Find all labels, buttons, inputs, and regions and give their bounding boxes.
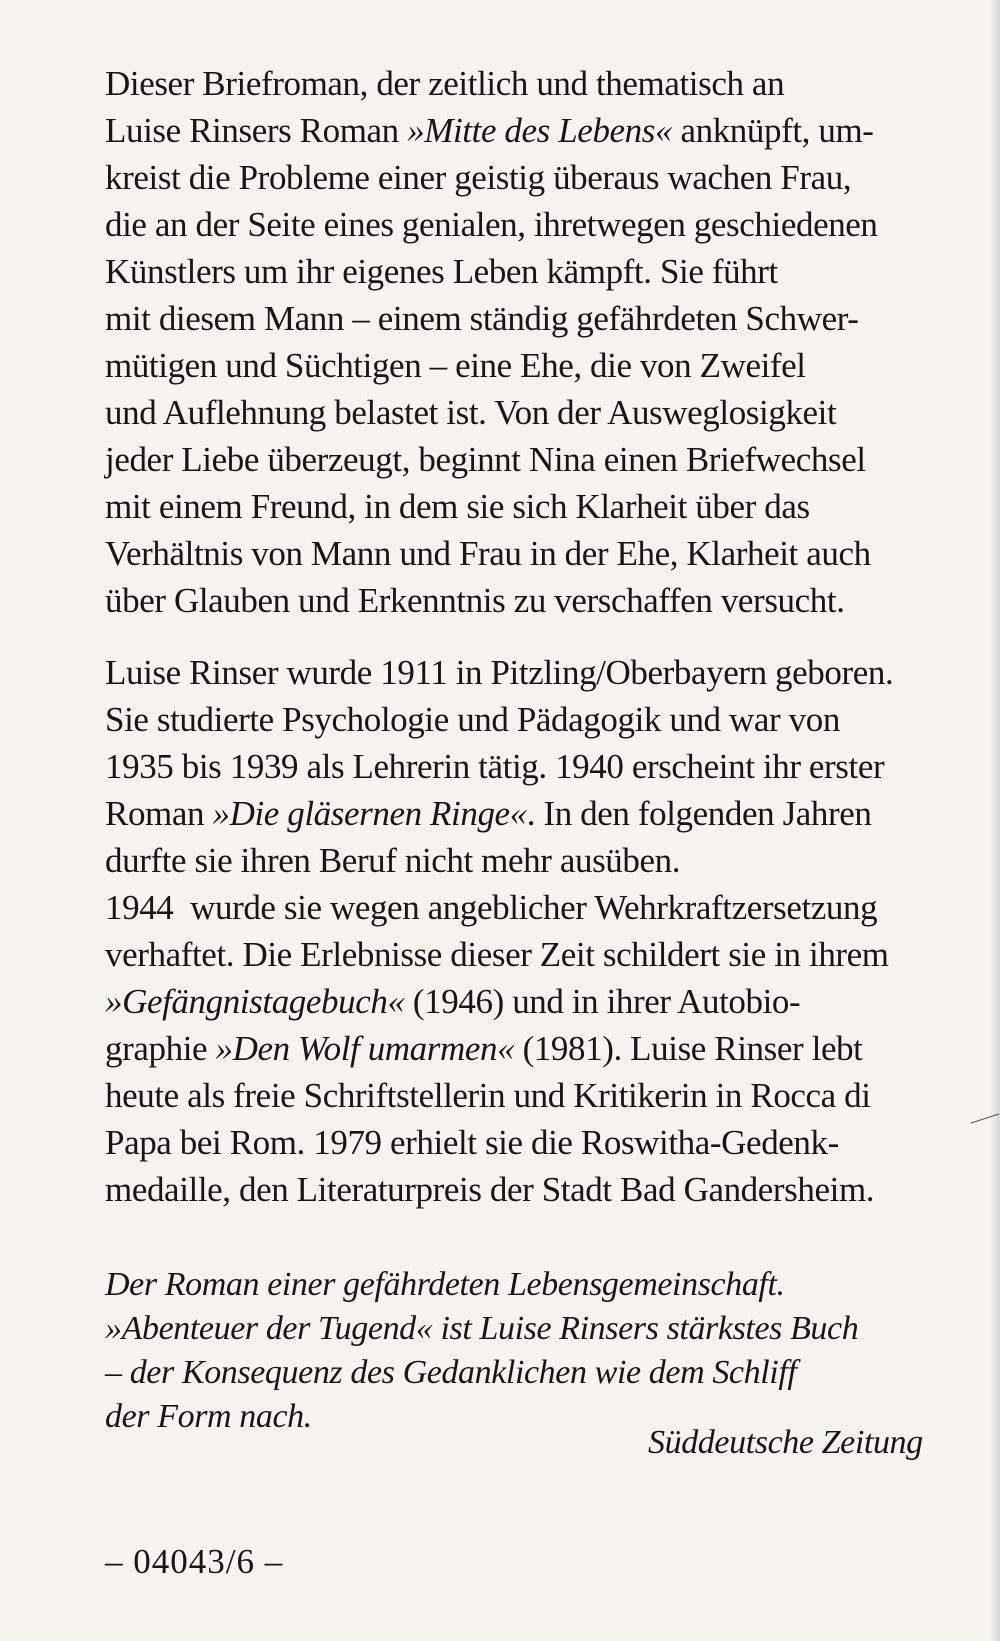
text-line: mit diesem Mann – einem ständig gefährdeten Schwer- bbox=[105, 299, 859, 338]
description-paragraph bbox=[105, 66, 985, 630]
text-line: Dieser Briefroman, der zeitlich und thematisch an bbox=[105, 64, 785, 103]
quote-source: Süddeutsche Zeitung bbox=[648, 1424, 923, 1461]
quote-line: »Abenteuer der Tugend« ist Luise Rinsers stärkstes Buch bbox=[105, 1310, 859, 1347]
catalog-number: – 04043/6 – bbox=[105, 1542, 284, 1581]
text-line: die an der Seite eines genialen, ihretwegen geschiedenen bbox=[105, 205, 878, 244]
text-line: Roman »Die gläsernen Ringe«. In den folgenden Jahren bbox=[105, 794, 872, 833]
text-line: mit einem Freund, in dem sie sich Klarheit über das bbox=[105, 487, 810, 526]
text-line: 1935 bis 1939 als Lehrerin tätig. 1940 erscheint ihr erster bbox=[105, 747, 885, 786]
text-line: Luise Rinsers Roman »Mitte des Lebens« anknüpft, um- bbox=[105, 111, 874, 150]
quote-line: Der Roman einer gefährdeten Lebensgemeinschaft. bbox=[105, 1266, 785, 1303]
text-line: durfte sie ihren Beruf nicht mehr ausüben. bbox=[105, 841, 681, 880]
author-biography-paragraph bbox=[105, 655, 985, 1219]
text-line: mütigen und Süchtigen – eine Ehe, die von Zweifel bbox=[105, 346, 806, 385]
quote-line: der Form nach. bbox=[105, 1398, 312, 1435]
page-edge bbox=[990, 0, 1000, 1641]
text-line: medaille, den Literaturpreis der Stadt Bad Gandersheim. bbox=[105, 1170, 875, 1209]
text-line: Papa bei Rom. 1979 erhielt sie die Roswitha-Gedenk- bbox=[105, 1123, 839, 1162]
text-line: »Gefängnistagebuch« (1946) und in ihrer Autobio- bbox=[105, 982, 801, 1021]
text-line: heute als freie Schriftstellerin und Kritikerin in Rocca di bbox=[105, 1076, 871, 1115]
book-title: »Gefängnistagebuch« bbox=[105, 982, 405, 1021]
book-title: »Die gläsernen Ringe« bbox=[212, 794, 527, 833]
text-line: Künstlers um ihr eigenes Leben kämpft. Sie führt bbox=[105, 252, 778, 291]
text-line: Luise Rinser wurde 1911 in Pitzling/Oberbayern geboren. bbox=[105, 653, 894, 692]
review-quote bbox=[105, 1268, 985, 1444]
book-title: »Mitte des Lebens« bbox=[407, 111, 673, 150]
text-line: jeder Liebe überzeugt, beginnt Nina einen Briefwechsel bbox=[105, 440, 866, 479]
text-line: Verhältnis von Mann und Frau in der Ehe, Klarheit auch bbox=[105, 534, 871, 573]
text-line: verhaftet. Die Erlebnisse dieser Zeit schildert sie in ihrem bbox=[105, 935, 889, 974]
text-line: Sie studierte Psychologie und Pädagogik und war von bbox=[105, 700, 840, 739]
text-line: graphie »Den Wolf umarmen« (1981). Luise Rinser lebt bbox=[105, 1029, 863, 1068]
book-title: »Den Wolf umarmen« bbox=[215, 1029, 515, 1068]
text-line: 1944 wurde sie wegen angeblicher Wehrkraftzersetzung bbox=[105, 888, 878, 927]
text-line: über Glauben und Erkenntnis zu verschaffen versucht. bbox=[105, 581, 845, 620]
text-line: kreist die Probleme einer geistig überaus wachen Frau, bbox=[105, 158, 852, 197]
quote-line: – der Konsequenz des Gedanklichen wie dem Schliff bbox=[105, 1354, 797, 1391]
text-line: und Auflehnung belastet ist. Von der Ausweglosigkeit bbox=[105, 393, 837, 432]
